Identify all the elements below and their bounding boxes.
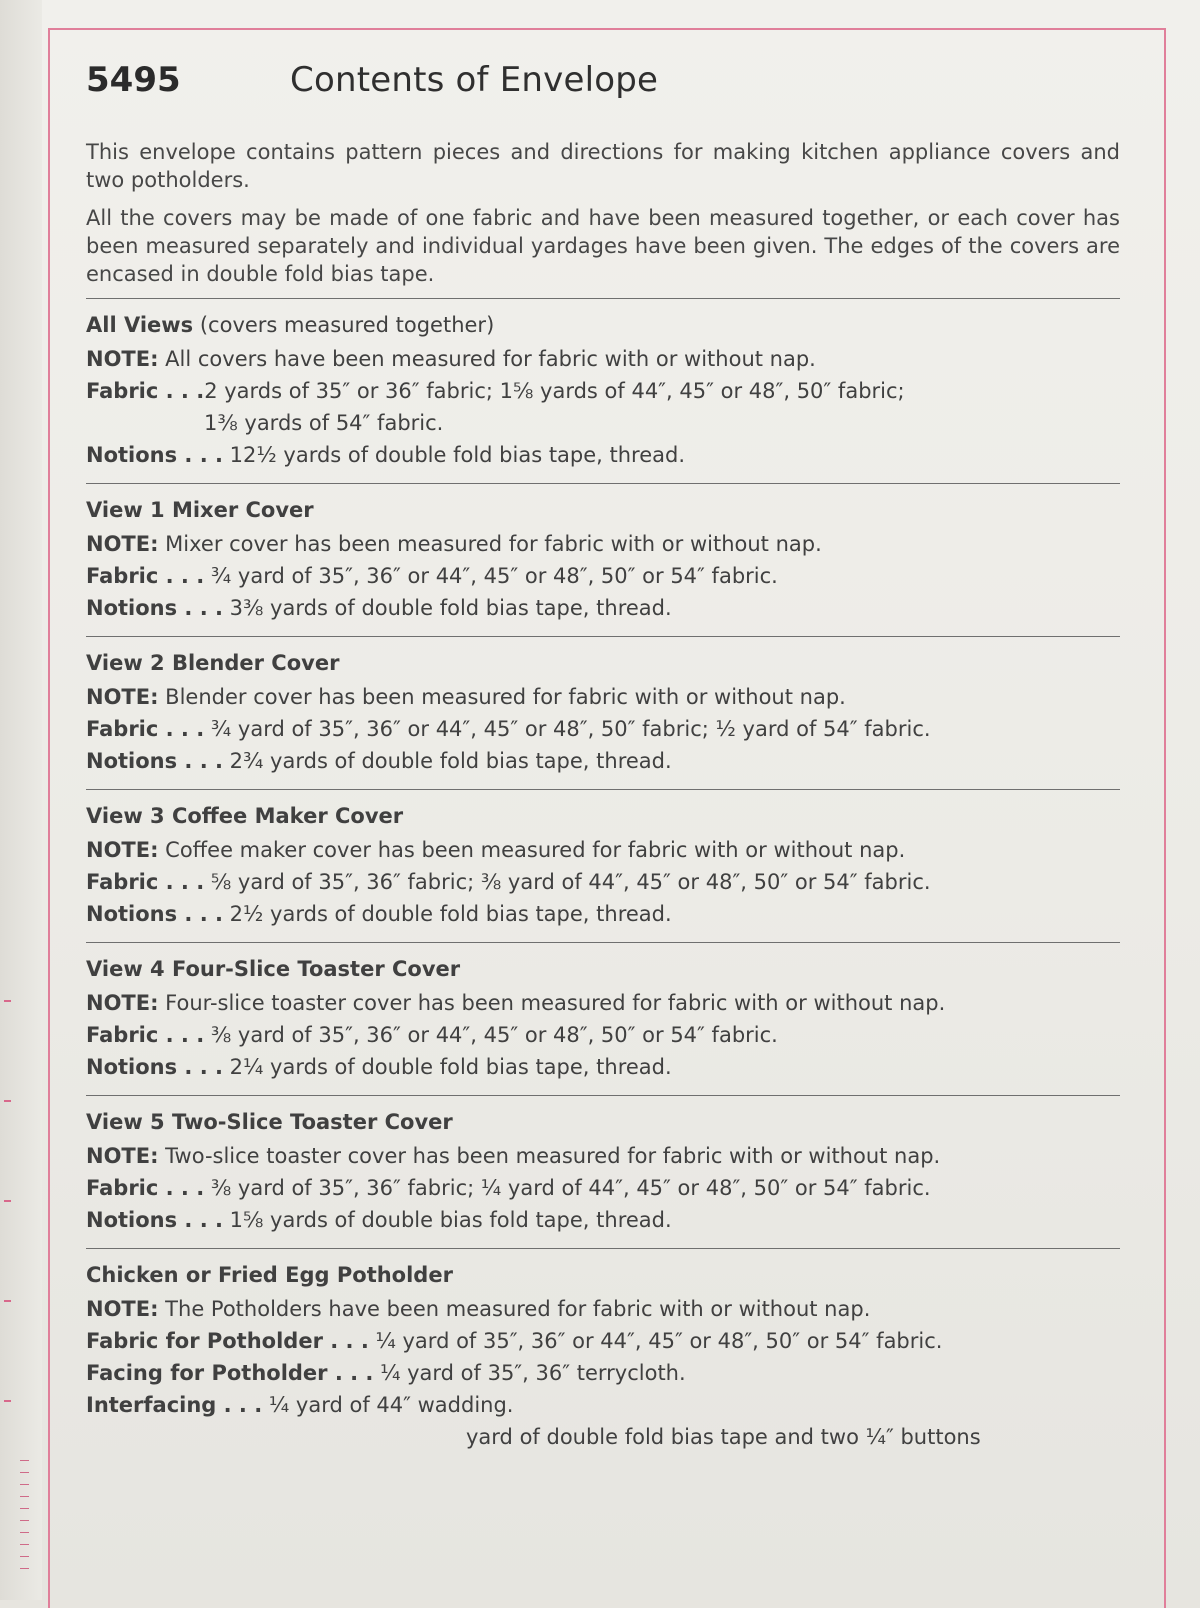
page-title: Contents of Envelope: [290, 60, 659, 100]
notions-label: Notions . . .: [86, 902, 223, 926]
interfacing-text: ¼ yard of 44″ wadding.: [262, 1393, 514, 1417]
note-text: Four-slice toaster cover has been measured for fabric with or without nap.: [158, 991, 946, 1015]
fabric-line: [86, 868, 1146, 896]
notions-text: 1⅝ yards of double bias fold tape, thread.: [222, 1208, 672, 1232]
ruler-mark: [4, 1300, 11, 1302]
notions-label: Notions . . .: [86, 1055, 223, 1079]
section-all-views: [86, 299, 1146, 483]
ruler-tick: [20, 1460, 29, 1461]
notions-partial-line: yard of double fold bias tape and two ¼″ buttons: [466, 1425, 981, 1449]
notions-label: Notions . . .: [86, 443, 223, 467]
note-text: Coffee maker cover has been measured for fabric with or without nap.: [158, 838, 906, 862]
note-text: Mixer cover has been measured for fabric with or without nap.: [158, 532, 822, 556]
fabric-label: Fabric . . .: [86, 1176, 205, 1200]
notions-line: [86, 747, 1146, 775]
all-views-subtitle: (covers measured together): [193, 313, 495, 337]
note-label: NOTE:: [86, 838, 159, 862]
ruler-mark: [4, 1200, 11, 1202]
notions-line: [86, 594, 1146, 622]
fabric-label: Fabric . . .: [86, 1023, 205, 1047]
ruler-tick: [20, 1532, 29, 1533]
intro-paragraph: All the covers may be made of one fabric and have been measured together, or each cover has been measured separately and individual yardages have been given. The edges of the covers are encased in double fold bias tape.: [86, 206, 1120, 286]
ruler-tick: [20, 1484, 29, 1485]
notions-text: 2¼ yards of double fold bias tape, thread.: [222, 1055, 672, 1079]
fabric-line: [86, 1021, 1146, 1049]
fabric-text: ⅜ yard of 35″, 36″ fabric; ¼ yard of 44″, 45″ or 48″, 50″ or 54″ fabric.: [204, 1176, 931, 1200]
ruler-tick: [20, 1556, 29, 1557]
contents-panel: [86, 60, 1146, 1465]
fabric-text: ¾ yard of 35″, 36″ or 44″, 45″ or 48″, 50″ fabric; ½ yard of 54″ fabric.: [204, 717, 931, 741]
ruler-mark: [4, 1000, 11, 1002]
fabric-label: Fabric . . .: [86, 870, 205, 894]
ruler-tick: [20, 1472, 29, 1473]
notions-text: 2¾ yards of double fold bias tape, thread.: [222, 749, 672, 773]
facing-text: ¼ yard of 35″, 36″ terrycloth.: [373, 1361, 686, 1385]
view-title: View 3 Coffee Maker Cover: [86, 804, 404, 828]
notions-line: [86, 1206, 1146, 1234]
note-line: [86, 530, 1146, 558]
notions-line: [86, 900, 1146, 928]
note-text: Two-slice toaster cover has been measured for fabric with or without nap.: [158, 1144, 941, 1168]
facing-line: [86, 1359, 1146, 1387]
header: [86, 60, 1146, 120]
fabric-label: Fabric . . .: [86, 564, 205, 588]
fabric-line: [86, 562, 1146, 590]
note-text: Blender cover has been measured for fabric with or without nap.: [158, 685, 846, 709]
fabric-text: ⅝ yard of 35″, 36″ fabric; ⅜ yard of 44″, 45″ or 48″, 50″ or 54″ fabric.: [204, 870, 931, 894]
note-label: NOTE:: [86, 532, 159, 556]
section-potholder: [86, 1249, 1146, 1465]
view-title: View 5 Two-Slice Toaster Cover: [86, 1110, 453, 1134]
note-label: NOTE:: [86, 991, 159, 1015]
view-title: View 1 Mixer Cover: [86, 498, 314, 522]
interfacing-label: Interfacing . . .: [86, 1393, 263, 1417]
note-line: [86, 836, 1146, 864]
ruler-tick: [20, 1508, 29, 1509]
note-label: NOTE:: [86, 1297, 159, 1321]
notions-line: [86, 441, 1146, 469]
section-view-1: [86, 484, 1146, 636]
notions-label: Notions . . .: [86, 749, 223, 773]
intro-paragraph: This envelope contains pattern pieces and directions for making kitchen appliance covers and two potholders.: [86, 140, 1120, 192]
section-view-4: [86, 943, 1146, 1095]
fabric-line: [86, 715, 1146, 743]
fabric-label: Fabric for Potholder . . .: [86, 1329, 369, 1353]
notions-label: Notions . . .: [86, 596, 223, 620]
section-view-2: [86, 637, 1146, 789]
facing-label: Facing for Potholder . . .: [86, 1361, 374, 1385]
fabric-text: 2 yards of 35″ or 36″ fabric; 1⅝ yards of 44″, 45″ or 48″, 50″ fabric;: [204, 379, 905, 403]
intro-text: [86, 138, 1120, 288]
section-view-3: [86, 790, 1146, 942]
note-label: NOTE:: [86, 1144, 159, 1168]
note-line: [86, 1295, 1146, 1323]
note-label: NOTE:: [86, 347, 159, 371]
note-line: [86, 345, 1146, 373]
view-title: View 4 Four-Slice Toaster Cover: [86, 957, 461, 981]
section-title: [86, 311, 1146, 339]
notions-label: Notions . . .: [86, 1208, 223, 1232]
fabric-line: [86, 1327, 1146, 1355]
ruler-tick: [20, 1520, 29, 1521]
ruler-mark: [4, 1400, 11, 1402]
pattern-number: 5495: [86, 60, 181, 100]
all-views-title: All Views: [86, 313, 194, 337]
note-text: All covers have been measured for fabric with or without nap.: [158, 347, 816, 371]
note-line: [86, 989, 1146, 1017]
notions-line: [86, 1053, 1146, 1081]
notions-text: 12½ yards of double fold bias tape, thread.: [222, 443, 686, 467]
fabric-continuation: 1⅜ yards of 54″ fabric.: [204, 411, 444, 435]
fabric-label: Fabric . . .: [86, 379, 205, 403]
ruler-tick: [20, 1568, 29, 1569]
ruler-mark: [4, 1100, 11, 1102]
potholder-title: Chicken or Fried Egg Potholder: [86, 1263, 453, 1287]
fabric-line: [86, 1174, 1146, 1202]
left-edge-strip: [0, 0, 42, 1600]
fabric-line: [86, 377, 1146, 405]
view-title: View 2 Blender Cover: [86, 651, 340, 675]
fabric-label: Fabric . . .: [86, 717, 205, 741]
ruler-tick: [20, 1496, 29, 1497]
interfacing-line: [86, 1391, 1146, 1419]
note-label: NOTE:: [86, 685, 159, 709]
section-view-5: [86, 1096, 1146, 1248]
fabric-text: ¾ yard of 35″, 36″ or 44″, 45″ or 48″, 50″ or 54″ fabric.: [204, 564, 778, 588]
note-line: [86, 683, 1146, 711]
fabric-text: ⅜ yard of 35″, 36″ or 44″, 45″ or 48″, 50″ or 54″ fabric.: [204, 1023, 778, 1047]
notions-text: 2½ yards of double fold bias tape, thread.: [222, 902, 672, 926]
note-line: [86, 1142, 1146, 1170]
notions-text: 3⅜ yards of double fold bias tape, thread.: [222, 596, 672, 620]
note-text: The Potholders have been measured for fabric with or without nap.: [158, 1297, 871, 1321]
ruler-tick: [20, 1544, 29, 1545]
fabric-text: ¼ yard of 35″, 36″ or 44″, 45″ or 48″, 50″ or 54″ fabric.: [368, 1329, 943, 1353]
